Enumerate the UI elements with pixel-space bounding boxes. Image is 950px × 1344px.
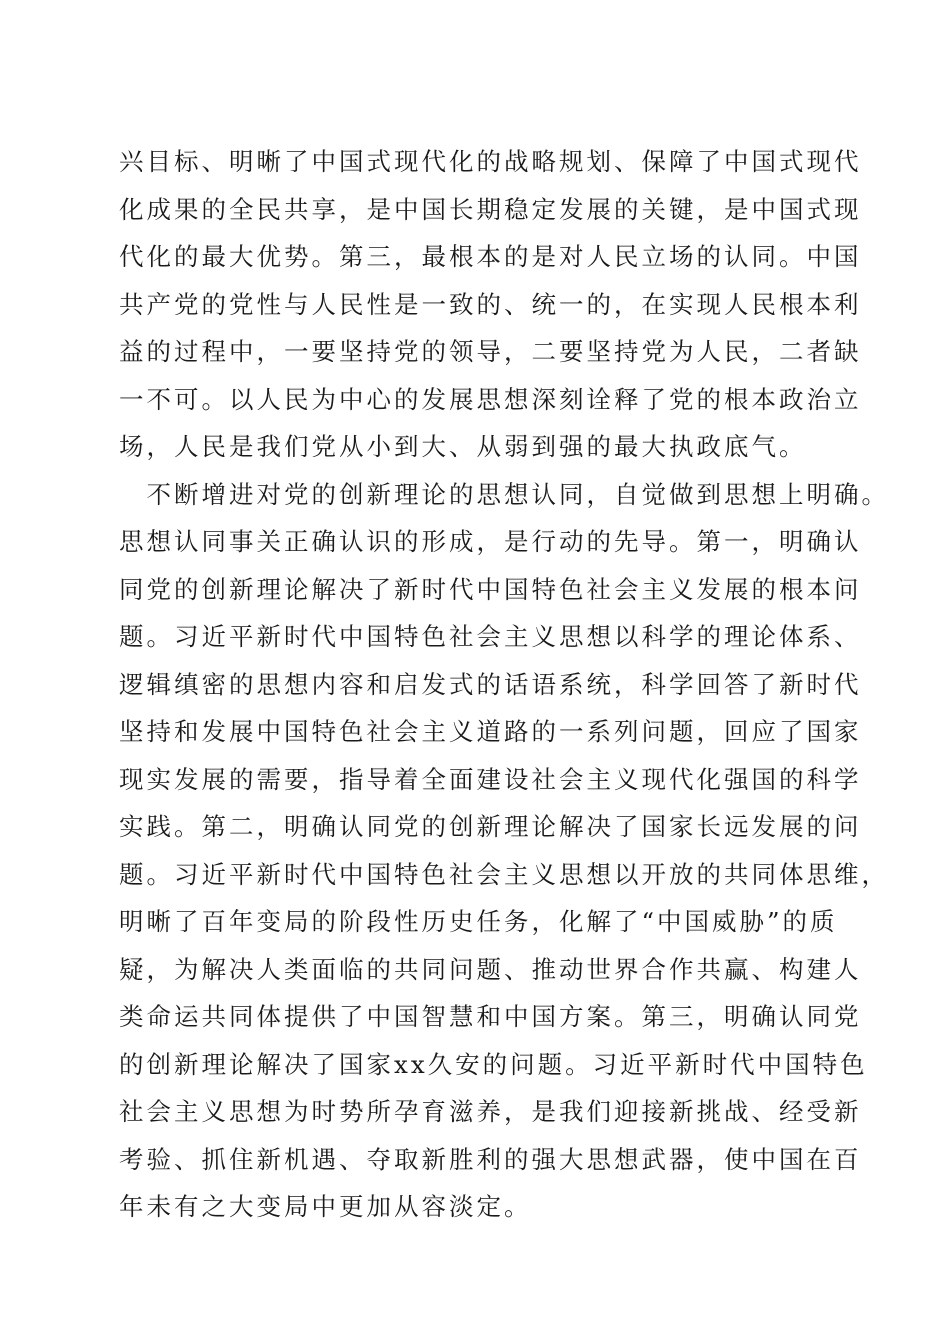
text-line: 现实发展的需要，指导着全面建设社会主义现代化强国的科学	[119, 764, 862, 794]
text-line: 化成果的全民共享，是中国长期稳定发展的关键，是中国式现	[119, 194, 862, 224]
body-text	[119, 138, 889, 1231]
text-line: 社会主义思想为时势所孕育滋养，是我们迎接新挑战、经受新	[119, 1097, 862, 1126]
text-line: 一不可。以人民为中心的发展思想深刻诠释了党的根本政治立	[119, 384, 862, 414]
text-line: 逻辑缜密的思想内容和启发式的话语系统，科学回答了新时代	[119, 669, 862, 699]
paragraph-1	[119, 138, 862, 471]
text-line: 的创新理论解决了国家xx久安的问题。习近平新时代中国特色	[119, 1049, 868, 1079]
text-line: 坚持和发展中国特色社会主义道路的一系列问题，回应了国家	[119, 717, 862, 746]
text-line: 题。习近平新时代中国特色社会主义思想以开放的共同体思维，	[119, 859, 889, 889]
text-line: 思想认同事关正确认识的形成，是行动的先导。第一，明确认	[119, 527, 862, 556]
text-line: 益的过程中，一要坚持党的领导，二要坚持党为人民，二者缺	[119, 337, 862, 366]
text-line: 共产党的党性与人民性是一致的、统一的，在实现人民根本利	[119, 289, 862, 319]
text-line: 明晰了百年变局的阶段性历史任务，化解了“中国威胁”的质	[119, 907, 838, 936]
text-line: 同党的创新理论解决了新时代中国特色社会主义发展的根本问	[119, 574, 862, 604]
text-line: 场，人民是我们党从小到大、从弱到强的最大执政底气。	[119, 432, 807, 461]
text-line: 兴目标、明晰了中国式现代化的战略规划、保障了中国式现代	[119, 147, 862, 176]
text-line: 实践。第二，明确认同党的创新理论解决了国家长远发展的问	[119, 812, 862, 841]
text-line: 不断增进对党的创新理论的思想认同，自觉做到思想上明确。	[119, 479, 889, 509]
paragraph-2	[119, 471, 889, 1231]
text-line: 题。习近平新时代中国特色社会主义思想以科学的理论体系、	[119, 622, 862, 651]
text-line: 疑，为解决人类面临的共同问题、推动世界合作共赢、构建人	[119, 954, 862, 984]
text-line: 年未有之大变局中更加从容淡定。	[119, 1192, 532, 1221]
text-line: 代化的最大优势。第三，最根本的是对人民立场的认同。中国	[119, 242, 862, 271]
text-line: 类命运共同体提供了中国智慧和中国方案。第三，明确认同党	[119, 1002, 862, 1031]
text-line: 考验、抓住新机遇、夺取新胜利的强大思想武器，使中国在百	[119, 1144, 862, 1174]
